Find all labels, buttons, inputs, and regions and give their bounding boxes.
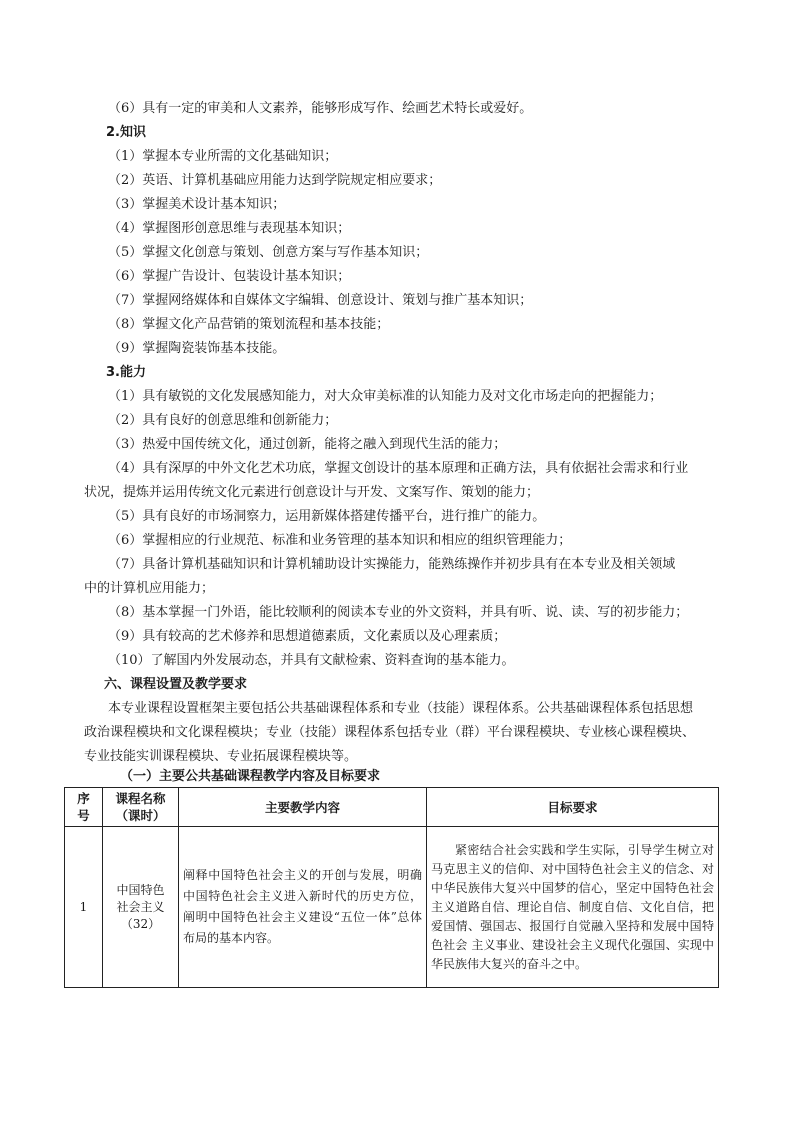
knowledge-item: （6）掌握广告设计、包装设计基本知识； <box>108 269 351 284</box>
row-number: 1 <box>65 827 103 988</box>
ability-line: （7）具备计算机基础知识和计算机辅助设计实操能力，能熟练操作并初步具有在本专业及相关领域 <box>108 557 676 572</box>
ability-line: （2）具有良好的创意思维和创新能力； <box>108 413 338 428</box>
ability-line: 状况，提炼并运用传统文化元素进行创意设计与开发、文案写作、策划的能力； <box>84 485 540 500</box>
knowledge-item: （7）掌握网络媒体和自媒体文字编辑、创意设计、策划与推广基本知识； <box>108 293 533 308</box>
knowledge-item: （4）掌握图形创意思维与表现基本知识； <box>108 221 351 236</box>
row-content: 阐释中国特色社会主义的开创与发展，明确中国特色社会主义进入新时代的历史方位， 阐明中国特色社会主义建设“五位一体”总体布局的基本内容。 <box>179 827 427 988</box>
knowledge-heading: 2.知识 <box>106 125 146 140</box>
section-intro-line: 专业技能实训课程模块、专业拓展课程模块等。 <box>84 749 358 764</box>
course-name-line: 中国特色 <box>116 882 165 897</box>
paragraph-aesthetic: （6）具有一定的审美和人文素养，能够形成写作、绘画艺术特长或爱好。 <box>108 101 533 116</box>
table-row <box>65 827 719 988</box>
knowledge-item: （1）掌握本专业所需的文化基础知识； <box>108 149 338 164</box>
ability-line: 中的计算机应用能力； <box>84 581 215 596</box>
knowledge-item: （9）掌握陶瓷装饰基本技能。 <box>108 341 286 356</box>
header-course-name-line: （课时） <box>115 808 166 823</box>
ability-line: （5）具有良好的市场洞察力，运用新媒体搭建传播平台，进行推广的能力。 <box>108 509 546 524</box>
section-intro-line: 本专业课程设置框架主要包括公共基础课程体系和专业（技能）课程体系。公共基础课程体系包括思想 <box>108 701 694 716</box>
knowledge-item: （5）掌握文化创意与策划、创意方案与写作基本知识； <box>108 245 429 260</box>
header-goal: 目标要求 <box>427 788 719 827</box>
header-number-line: 号 <box>77 808 90 823</box>
header-course-name <box>103 788 179 827</box>
ability-line: （1）具有敏锐的文化发展感知能力，对大众审美标准的认知能力及对文化市场走向的把握能力； <box>108 389 663 404</box>
header-number-line: 序 <box>77 791 90 806</box>
knowledge-item: （3）掌握美术设计基本知识； <box>108 197 286 212</box>
subsection-heading: （一）主要公共基础课程教学内容及目标要求 <box>120 769 381 784</box>
ability-line: （10）了解国内外发展动态，并具有文献检索、资料查询的基本能力。 <box>108 653 515 668</box>
header-content: 主要教学内容 <box>179 788 427 827</box>
table-header-row <box>65 788 719 827</box>
ability-line: （3）热爱中国传统文化，通过创新，能将之融入到现代生活的能力； <box>108 437 507 452</box>
section-intro-line: 政治课程模块和文化课程模块；专业（技能）课程体系包括专业（群）平台课程模块、专业核心课程模块、 <box>84 725 696 740</box>
knowledge-item: （8）掌握文化产品营销的策划流程和基本技能； <box>108 317 390 332</box>
ability-line: （6）掌握相应的行业规范、标准和业务管理的基本知识和相应的组织管理能力； <box>108 533 572 548</box>
ability-line: （4）具有深厚的中外文化艺术功底，掌握文创设计的基本原理和正确方法，具有依据社会需求和行业 <box>108 461 689 476</box>
knowledge-item: （2）英语、计算机基础应用能力达到学院规定相应要求； <box>108 173 442 188</box>
ability-line: （8）基本掌握一门外语，能比较顺利的阅读本专业的外文资料，并具有听、说、读、写的初步能力； <box>108 605 689 620</box>
ability-heading: 3.能力 <box>106 365 146 380</box>
course-name-line: 社会主义 <box>116 899 165 914</box>
row-goal: 紧密结合社会实践和学生实际，引导学生树立对马克思主义的信仰、对中国特色社会主义的信念、对中华民族伟大复兴中国梦的信心，坚定中国特色社会主义道路自信、理论自信、制度自信、文化自信，把爱国情、强国志、报国行自觉融入坚持和发展中国特色社会 主义事业、建设社会主义现代化强国、实现中华民族伟大复兴的奋斗之中。 <box>427 827 719 988</box>
course-table <box>64 787 719 988</box>
course-hours: （32） <box>120 916 161 931</box>
section-heading: 六、课程设置及教学要求 <box>104 677 248 692</box>
ability-line: （9）具有较高的艺术修养和思想道德素质，文化素质以及心理素质； <box>108 629 507 644</box>
row-course-name <box>103 827 179 988</box>
header-course-name-line: 课程名称 <box>115 791 166 806</box>
header-number <box>65 788 103 827</box>
